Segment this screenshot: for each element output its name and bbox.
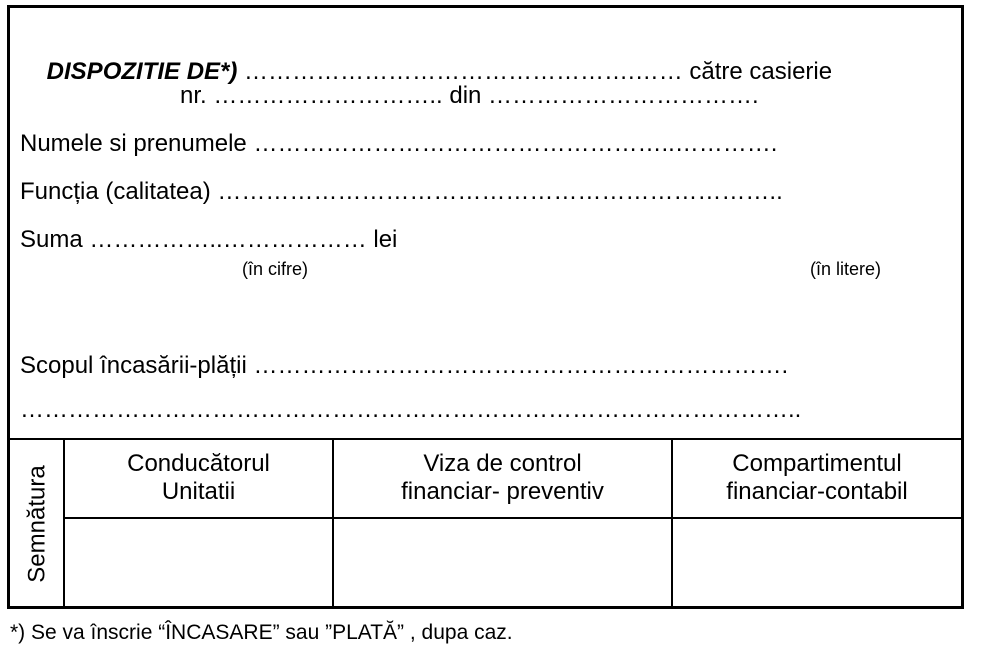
- column-head-line: financiar-contabil: [726, 478, 908, 505]
- function-field[interactable]: Funcția (calitatea) ……………………………………………………………..: [20, 178, 783, 205]
- footnote: *) Se va înscrie “ÎNCASARE” sau ”PLATĂ” , dupa caz.: [10, 621, 513, 644]
- column-head-line: Unitatii: [161, 478, 236, 505]
- column-head-line: Conducătorul: [127, 450, 270, 477]
- disposition-form: [7, 5, 964, 609]
- signature-table: [10, 438, 961, 608]
- column-head-control: [334, 450, 671, 506]
- signature-cell-accounting[interactable]: [673, 519, 961, 608]
- purpose-field[interactable]: Scopul încasării-plății ………………………………………………………….: [20, 352, 789, 379]
- signature-label-cell: [12, 440, 63, 608]
- column-head-manager: [65, 450, 332, 506]
- sum-figures-hint: (în cifre): [242, 259, 309, 279]
- signature-label: Semnătura: [23, 465, 51, 583]
- column-head-accounting: [673, 450, 961, 506]
- signature-cell-manager[interactable]: [65, 519, 332, 608]
- name-field[interactable]: Numele si prenumele ……………………………………………..………….: [20, 130, 778, 157]
- column-head-line: Compartimentul: [732, 450, 902, 477]
- number-date-field[interactable]: nr. ……………………….. din …………………………….: [180, 82, 759, 109]
- column-head-line: financiar- preventiv: [401, 478, 604, 505]
- form-title: DISPOZITIE DE*): [46, 58, 238, 85]
- title-dots: ………………………………………….…… către casierie: [237, 58, 833, 85]
- purpose-continuation[interactable]: ……………………………………………………………………………………..: [20, 396, 802, 423]
- column-head-line: Viza de control: [423, 450, 582, 477]
- signature-cell-control[interactable]: [334, 519, 671, 608]
- sum-words-hint: (în litere): [810, 259, 882, 279]
- sum-field[interactable]: Suma ……………..……………… lei: [20, 226, 398, 253]
